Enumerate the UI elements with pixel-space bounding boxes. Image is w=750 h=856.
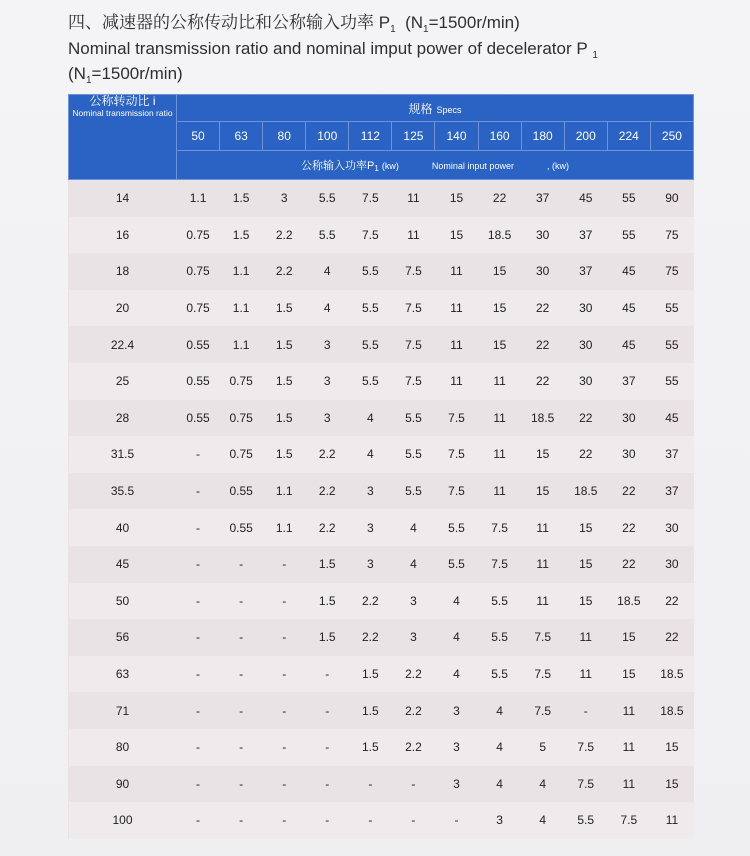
power-cell: 7.5 — [448, 484, 465, 499]
heading-en-speed — [68, 63, 728, 88]
power-cell: 5 — [521, 729, 564, 766]
power-cell: 2.2 — [392, 729, 435, 766]
heading-en-sub: 1 — [592, 50, 598, 61]
power-cell: - — [282, 557, 287, 572]
power-cell: 2.2 — [405, 703, 422, 718]
size-header-cell: 140 — [435, 122, 478, 151]
power-cell: 7.5 — [564, 729, 607, 766]
power-cell: 3 — [323, 410, 331, 425]
power-cell: 3 — [478, 802, 521, 839]
power-cell: - — [306, 729, 349, 766]
power-cell: 3 — [349, 509, 392, 546]
power-cell: 15 — [492, 264, 507, 279]
power-cell: 5.5 — [405, 484, 422, 499]
power-cell: 1.5 — [263, 436, 306, 473]
power-cell: 3 — [280, 191, 288, 206]
power-cell: 0.75 — [220, 436, 263, 473]
table-row — [69, 290, 694, 327]
ratio-cell: 63 — [69, 656, 177, 693]
power-cell: 15 — [478, 290, 521, 327]
power-cell: 7.5 — [392, 290, 435, 327]
power-cell: 37 — [665, 484, 679, 499]
ratio-cell: 28 — [115, 410, 130, 425]
power-cell: 11 — [450, 337, 463, 352]
power-cell: 22 — [521, 290, 564, 327]
power-cell: - — [239, 557, 244, 572]
power-cell: 5.5 — [564, 802, 607, 839]
power-cell: - — [392, 802, 435, 839]
table-row — [69, 363, 694, 400]
power-cell: - — [177, 583, 220, 620]
power-cell: 7.5 — [362, 191, 379, 206]
power-cell: - — [220, 802, 263, 839]
power-cell: 2.2 — [362, 630, 379, 645]
power-cell: 1.1 — [275, 484, 293, 499]
power-cell: 18.5 — [478, 217, 521, 254]
power-cell: 5.5 — [405, 410, 422, 425]
size-header-cell: 112 — [349, 122, 392, 151]
power-cell: 7.5 — [392, 363, 435, 400]
power-cell: - — [177, 509, 220, 546]
power-cell: 2.2 — [306, 436, 349, 473]
table-row — [69, 692, 694, 729]
power-cell: 4 — [323, 264, 331, 279]
power-cell: - — [325, 776, 330, 791]
power-cell: 0.55 — [186, 410, 210, 425]
power-cell: 7.5 — [478, 509, 521, 546]
size-header-cell: 80 — [263, 122, 306, 151]
power-cell: 7.5 — [607, 802, 650, 839]
power-cell: 11 — [450, 264, 463, 279]
table-row — [69, 583, 694, 620]
power-cell: 30 — [564, 290, 607, 327]
power-cell: - — [282, 776, 287, 791]
power-cell: - — [177, 656, 220, 693]
power-header — [177, 151, 694, 180]
power-cell: 3 — [367, 557, 374, 572]
power-cell: - — [196, 484, 201, 499]
power-cell: 11 — [478, 363, 521, 400]
power-cell: 15 — [564, 583, 607, 620]
power-cell: - — [263, 583, 306, 620]
power-cell: 22 — [492, 191, 507, 206]
heading-en — [68, 38, 728, 63]
power-cell: 1.5 — [275, 337, 293, 352]
power-cell: 1.5 — [362, 703, 379, 718]
heading-en-text: Nominal transmission ratio and nominal imput power of decelerator P — [68, 39, 588, 58]
power-cell: 11 — [536, 557, 549, 572]
power-cell: 15 — [435, 217, 478, 254]
power-cell: 55 — [607, 217, 650, 254]
power-cell: 3 — [453, 776, 460, 791]
power-cell: - — [263, 656, 306, 693]
power-header-zh: 公称输入功率P — [300, 160, 375, 172]
power-cell: 11 — [579, 630, 592, 645]
power-cell: 30 — [622, 410, 636, 425]
power-cell: 90 — [665, 191, 679, 206]
table-row — [69, 180, 694, 217]
power-cell: 75 — [650, 217, 693, 254]
power-cell: 0.55 — [186, 337, 210, 352]
power-cell: 7.5 — [435, 436, 478, 473]
power-cell: 22 — [622, 484, 636, 499]
power-cell: 2.2 — [275, 264, 293, 279]
size-header-cell: 63 — [220, 122, 263, 151]
power-cell: - — [196, 557, 201, 572]
power-cell: - — [239, 630, 244, 645]
table-row — [69, 253, 694, 290]
power-cell: 30 — [579, 337, 593, 352]
power-cell: 37 — [564, 217, 607, 254]
power-cell: 1.5 — [349, 656, 392, 693]
power-cell: 4 — [349, 436, 392, 473]
power-cell: 0.55 — [220, 509, 263, 546]
power-cell: 15 — [622, 630, 636, 645]
ratio-header-zh: 公称转动比 i — [89, 94, 156, 108]
page-heading — [68, 12, 728, 88]
power-cell: 3 — [306, 363, 349, 400]
power-cell: 22 — [650, 583, 693, 620]
power-cell: 37 — [579, 264, 593, 279]
heading-en-speed-sub: 1 — [85, 75, 92, 86]
power-cell: - — [349, 802, 392, 839]
ratio-cell: 35.5 — [110, 484, 135, 499]
power-cell: 22 — [579, 410, 593, 425]
size-header-cell: 200 — [564, 122, 607, 151]
power-cell: 4 — [496, 776, 503, 791]
specs-header-en: Specs — [436, 104, 462, 115]
power-header-tail: , (kw) — [547, 161, 570, 171]
ratio-cell: 22.4 — [110, 337, 135, 352]
power-cell: - — [368, 776, 373, 791]
power-cell: 4 — [435, 656, 478, 693]
table-row — [69, 217, 694, 254]
power-cell: 5.5 — [362, 337, 379, 352]
power-cell: 4 — [306, 290, 349, 327]
ratio-cell: 20 — [69, 290, 177, 327]
power-cell: - — [220, 656, 263, 693]
power-cell: 55 — [650, 290, 693, 327]
heading-zh — [68, 12, 728, 37]
table-row — [69, 436, 694, 473]
power-cell: - — [239, 703, 244, 718]
power-cell: 3 — [453, 703, 460, 718]
table-row — [69, 729, 694, 766]
power-cell: 5.5 — [478, 583, 521, 620]
power-cell: - — [282, 703, 287, 718]
power-cell: 15 — [564, 509, 607, 546]
power-cell: 11 — [521, 509, 564, 546]
specs-header — [177, 95, 694, 122]
power-cell: 15 — [665, 776, 679, 791]
power-cell: 7.5 — [491, 557, 508, 572]
power-cell: 22 — [564, 436, 607, 473]
power-cell: - — [411, 776, 416, 791]
power-cell: 11 — [493, 410, 506, 425]
power-cell: 7.5 — [521, 656, 564, 693]
power-cell: 55 — [650, 363, 693, 400]
power-cell: 2.2 — [349, 583, 392, 620]
power-table — [68, 94, 694, 839]
power-cell: 11 — [493, 484, 506, 499]
power-cell: 5.5 — [491, 630, 508, 645]
power-cell: 15 — [521, 436, 564, 473]
power-cell: 15 — [535, 484, 550, 499]
power-cell: 11 — [607, 729, 650, 766]
ratio-cell: 56 — [115, 630, 130, 645]
power-cell: - — [263, 729, 306, 766]
power-cell: 11 — [622, 776, 636, 791]
power-cell: 5.5 — [392, 436, 435, 473]
power-cell: 3 — [367, 484, 374, 499]
heading-en-speed-open: (N — [68, 64, 86, 83]
power-cell: - — [196, 703, 201, 718]
power-cell: 30 — [650, 509, 693, 546]
power-cell: 4 — [453, 630, 460, 645]
power-cell: - — [239, 776, 244, 791]
power-cell: 18.5 — [530, 410, 555, 425]
power-cell: 15 — [607, 656, 650, 693]
power-cell: - — [177, 729, 220, 766]
power-cell: - — [177, 802, 220, 839]
power-cell: 0.75 — [177, 217, 220, 254]
power-cell: 1.1 — [263, 509, 306, 546]
size-header-cell: 160 — [478, 122, 521, 151]
size-header-cell: 100 — [306, 122, 349, 151]
power-cell: - — [220, 583, 263, 620]
power-cell: 11 — [407, 191, 420, 206]
table-row — [69, 400, 694, 437]
table-row — [69, 619, 694, 656]
power-cell: 3 — [435, 729, 478, 766]
power-cell: 1.5 — [306, 583, 349, 620]
power-cell: 0.75 — [229, 410, 253, 425]
table-row — [69, 766, 694, 803]
ratio-cell: 100 — [69, 802, 177, 839]
power-cell: 0.75 — [177, 290, 220, 327]
ratio-cell: 14 — [115, 191, 130, 206]
ratio-cell: 25 — [69, 363, 177, 400]
power-cell: 11 — [478, 436, 521, 473]
heading-zh-text: 四、减速器的公称传动比和公称输入功率 P — [68, 13, 391, 32]
table-row — [69, 802, 694, 839]
size-header-cell: 180 — [521, 122, 564, 151]
power-cell: 18.5 — [660, 703, 684, 718]
power-cell: 11 — [521, 583, 564, 620]
power-cell: 4 — [410, 557, 417, 572]
power-cell: 5.5 — [478, 656, 521, 693]
power-cell: 11 — [650, 802, 693, 839]
power-cell: 0.75 — [220, 363, 263, 400]
power-cell: 45 — [665, 410, 679, 425]
power-header-sub: 1 — [374, 164, 379, 173]
power-cell: 11 — [435, 290, 478, 327]
power-cell: 75 — [665, 264, 679, 279]
power-cell: - — [325, 703, 330, 718]
heading-zh-speed-open: (N — [405, 13, 424, 32]
power-cell: 7.5 — [534, 703, 551, 718]
power-cell: 1.1 — [189, 191, 207, 206]
power-cell: - — [196, 776, 201, 791]
power-cell: 11 — [622, 703, 636, 718]
ratio-cell: 31.5 — [69, 436, 177, 473]
power-cell: 4 — [496, 703, 503, 718]
power-cell: 7.5 — [577, 776, 595, 791]
ratio-cell: 50 — [69, 583, 177, 620]
power-cell: 15 — [650, 729, 693, 766]
power-cell: 5.5 — [349, 290, 392, 327]
power-cell: 5.5 — [318, 191, 336, 206]
power-cell: 3 — [392, 583, 435, 620]
power-cell: 22 — [607, 509, 650, 546]
power-cell: 4 — [539, 776, 546, 791]
power-cell: 5.5 — [448, 557, 465, 572]
power-cell: 11 — [392, 217, 435, 254]
power-cell: 5.5 — [362, 264, 379, 279]
power-cell: 4 — [478, 729, 521, 766]
power-cell: 7.5 — [405, 337, 422, 352]
power-cell: 7.5 — [534, 630, 551, 645]
power-cell: 55 — [665, 337, 679, 352]
power-cell: - — [306, 656, 349, 693]
power-cell: 30 — [607, 436, 650, 473]
power-cell: 2.2 — [318, 484, 336, 499]
power-cell: 30 — [564, 363, 607, 400]
power-header-unit: (kw) — [381, 161, 399, 171]
ratio-column-header — [69, 95, 177, 180]
power-cell: 5.5 — [306, 217, 349, 254]
power-cell: 22 — [535, 337, 550, 352]
power-cell: - — [306, 802, 349, 839]
power-cell: 37 — [535, 191, 550, 206]
power-cell: 22 — [665, 630, 679, 645]
ratio-cell: 40 — [69, 509, 177, 546]
power-cell: 22 — [521, 363, 564, 400]
power-cell: 1.5 — [318, 557, 336, 572]
power-cell: 4 — [392, 509, 435, 546]
size-header-cell: 50 — [177, 122, 220, 151]
table-row — [69, 509, 694, 546]
power-cell: 2.2 — [392, 656, 435, 693]
size-header-cell: 224 — [607, 122, 650, 151]
power-cell: 37 — [650, 436, 693, 473]
power-cell: 1.5 — [349, 729, 392, 766]
table-row — [69, 656, 694, 693]
size-header-cell: 125 — [392, 122, 435, 151]
power-cell: 0.55 — [177, 363, 220, 400]
table-header — [69, 95, 694, 180]
power-cell: 55 — [622, 191, 636, 206]
power-cell: - — [196, 630, 201, 645]
table-row — [69, 546, 694, 583]
power-cell: 1.5 — [318, 630, 336, 645]
power-cell: - — [435, 802, 478, 839]
power-cell: - — [220, 729, 263, 766]
power-cell: 4 — [367, 410, 374, 425]
power-cell: 30 — [521, 217, 564, 254]
power-cell: 2.2 — [306, 509, 349, 546]
ratio-header-en: Nominal transmission ratio — [72, 108, 173, 118]
power-cell: 7.5 — [349, 217, 392, 254]
power-cell: 1.1 — [232, 337, 250, 352]
power-cell: 30 — [535, 264, 550, 279]
ratio-cell: 18 — [115, 264, 130, 279]
heading-zh-sub: 1 — [390, 24, 396, 35]
power-cell: 37 — [607, 363, 650, 400]
power-cell: 3 — [323, 337, 331, 352]
power-cell: 1.5 — [263, 363, 306, 400]
power-cell: 0.75 — [186, 264, 210, 279]
ratio-cell: 71 — [115, 703, 130, 718]
power-cell: - — [177, 436, 220, 473]
size-header-cell: 250 — [650, 122, 693, 151]
ratio-cell: 45 — [115, 557, 130, 572]
power-header-en: Nominal input power — [431, 161, 514, 171]
power-cell: - — [583, 703, 588, 718]
ratio-cell: 90 — [115, 776, 130, 791]
heading-zh-speed-rest: =1500r/min) — [428, 13, 520, 32]
power-cell: 45 — [607, 290, 650, 327]
power-cell: 15 — [579, 557, 593, 572]
power-cell: 5.5 — [435, 509, 478, 546]
power-cell: 15 — [492, 337, 507, 352]
specs-header-zh: 规格 — [408, 101, 433, 116]
power-cell: 45 — [622, 264, 636, 279]
power-cell: 1.5 — [232, 191, 250, 206]
power-cell: 15 — [449, 191, 464, 206]
power-cell: 45 — [622, 337, 636, 352]
power-cell: 1.5 — [263, 290, 306, 327]
power-cell: 5.5 — [349, 363, 392, 400]
power-cell: 18.5 — [650, 656, 693, 693]
power-cell: 3 — [410, 630, 417, 645]
power-cell: - — [282, 630, 287, 645]
power-cell: 1.1 — [220, 290, 263, 327]
power-cell: 0.55 — [229, 484, 253, 499]
power-cell: 1.1 — [232, 264, 250, 279]
table-row — [69, 326, 694, 363]
power-cell: 7.5 — [405, 264, 422, 279]
ratio-cell: 16 — [69, 217, 177, 254]
heading-en-speed-rest: =1500r/min) — [91, 64, 183, 83]
ratio-cell: 80 — [69, 729, 177, 766]
power-cell: 1.5 — [275, 410, 293, 425]
power-cell: 11 — [564, 656, 607, 693]
power-cell: 4 — [435, 583, 478, 620]
power-cell: 4 — [521, 802, 564, 839]
table-row — [69, 473, 694, 510]
table-body — [69, 180, 694, 839]
power-cell: 1.5 — [220, 217, 263, 254]
power-cell: 2.2 — [263, 217, 306, 254]
power-cell: 22 — [622, 557, 636, 572]
power-cell: 7.5 — [448, 410, 465, 425]
power-cell: - — [263, 802, 306, 839]
power-cell: 18.5 — [607, 583, 650, 620]
power-cell: 45 — [579, 191, 593, 206]
power-cell: 11 — [435, 363, 478, 400]
power-cell: 18.5 — [574, 484, 598, 499]
power-cell: 30 — [665, 557, 679, 572]
heading-zh-speed-sub: 1 — [423, 24, 429, 35]
